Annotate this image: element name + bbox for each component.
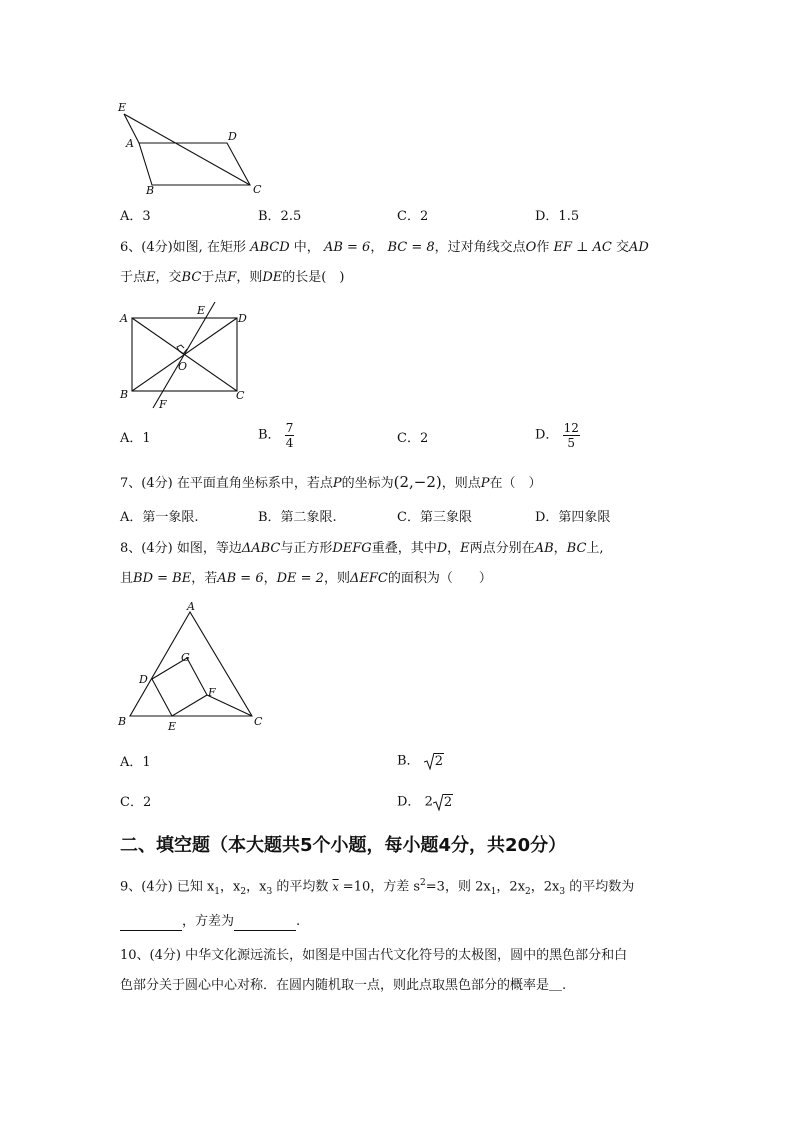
sqrt-2-d: 2 xyxy=(433,793,453,811)
q8-label-g: G xyxy=(181,651,190,664)
fraction-12-5: $\frac{12}{5}$ xyxy=(563,421,579,450)
q8-option-a: A．1 xyxy=(120,755,151,770)
q8-label-b: B xyxy=(118,715,127,728)
x-bar: $\overline{x}$ xyxy=(332,880,339,894)
radical-sign-icon xyxy=(424,752,434,770)
q7-option-d: D．第四象限 xyxy=(535,510,611,525)
q7-option-a: A．第一象限. xyxy=(120,510,199,525)
q9-line-2: ，方差为 . xyxy=(120,914,300,931)
q8-line-1: 8、(4分) 如图，等边ΔABC与正方形DEFG重叠，其中D，E两点分别在AB，BC上, xyxy=(120,541,604,556)
q6-option-b: B． $\frac{7}{4}$ xyxy=(258,421,294,450)
q8-label-a: A xyxy=(187,600,195,613)
q8-label-e: E xyxy=(168,720,177,733)
q6-label-o: O xyxy=(178,360,188,373)
q5-option-b: B．2.5 xyxy=(258,209,302,224)
fraction-7-4: $\frac{7}{4}$ xyxy=(285,421,294,450)
sqrt-2: 2 xyxy=(424,752,444,770)
q6-option-c: C．2 xyxy=(397,431,429,446)
q10-line-2: 色部分关于圆心中心对称．在圆内随机取一点，则此点取黑色部分的概率是＿. xyxy=(120,978,567,993)
q5-option-d: D．1.5 xyxy=(535,209,580,224)
q6-label-f: F xyxy=(159,398,167,411)
q6-label-b: B xyxy=(120,388,129,401)
label-b: B xyxy=(146,184,155,197)
figure-triangle-square xyxy=(112,598,282,738)
q6-label-e: E xyxy=(197,304,206,317)
label-d: D xyxy=(228,130,237,143)
q6-label-a: A xyxy=(120,312,128,325)
answer-blank-mean[interactable] xyxy=(120,914,182,931)
figure-rectangle xyxy=(115,298,265,413)
figure-parallelogram xyxy=(110,98,270,198)
radical-sign-icon xyxy=(433,793,443,811)
q10-line-1: 10、(4分) 中华文化源远流长，如图是中国古代文化符号的太极图，圆中的黑色部分和白 xyxy=(120,948,628,963)
q8-label-c: C xyxy=(254,715,263,728)
q8-label-f: F xyxy=(208,686,216,699)
q5-option-c: C．2 xyxy=(397,209,429,224)
q8-option-b: B． 2 xyxy=(397,753,443,769)
label-c: C xyxy=(253,183,262,196)
q9-line-1: 9、(4分) 已知 $x_1$，$x_2$，$x_3$ 的平均数 $\overline{x} =10$，方差 $s^2=3$，则 $2x_1$，$2x_2$，$2x_3$ 的平均数为 xyxy=(120,878,635,897)
q6-option-d: D． $\frac{12}{5}$ xyxy=(535,421,579,450)
q7-text: 7、(4分) 在平面直角坐标系中，若点P的坐标为(2,−2)，则点P在（ ） xyxy=(120,473,542,491)
q8-label-d: D xyxy=(139,673,148,686)
q8-option-c: C．2 xyxy=(120,795,152,810)
q8-line-2: 且BD = BE，若AB = 6，DE = 2，则ΔEFC的面积为（ ） xyxy=(120,571,492,586)
q6-label-d: D xyxy=(238,312,247,325)
q7-option-c: C．第三象限 xyxy=(397,510,472,525)
label-e: E xyxy=(118,101,127,114)
q6-option-a: A．1 xyxy=(120,431,151,446)
q6-line-1: 6、(4分)如图, 在矩形 ABCD 中， AB = 6， BC = 8，过对角线交点O作 EF ⊥ AC 交AD xyxy=(120,240,649,255)
q8-option-d: D． 2 2 xyxy=(397,794,453,810)
answer-blank-variance[interactable] xyxy=(234,914,296,931)
section-heading: 二、填空题（本大题共5个小题，每小题4分，共20分） xyxy=(120,835,567,856)
q6-label-c: C xyxy=(236,389,245,402)
label-a: A xyxy=(126,137,134,150)
q7-option-b: B．第二象限. xyxy=(258,510,337,525)
q6-line-2: 于点E，交BC于点F，则DE的长是( ) xyxy=(120,270,345,285)
q5-option-a: A．3 xyxy=(120,209,151,224)
